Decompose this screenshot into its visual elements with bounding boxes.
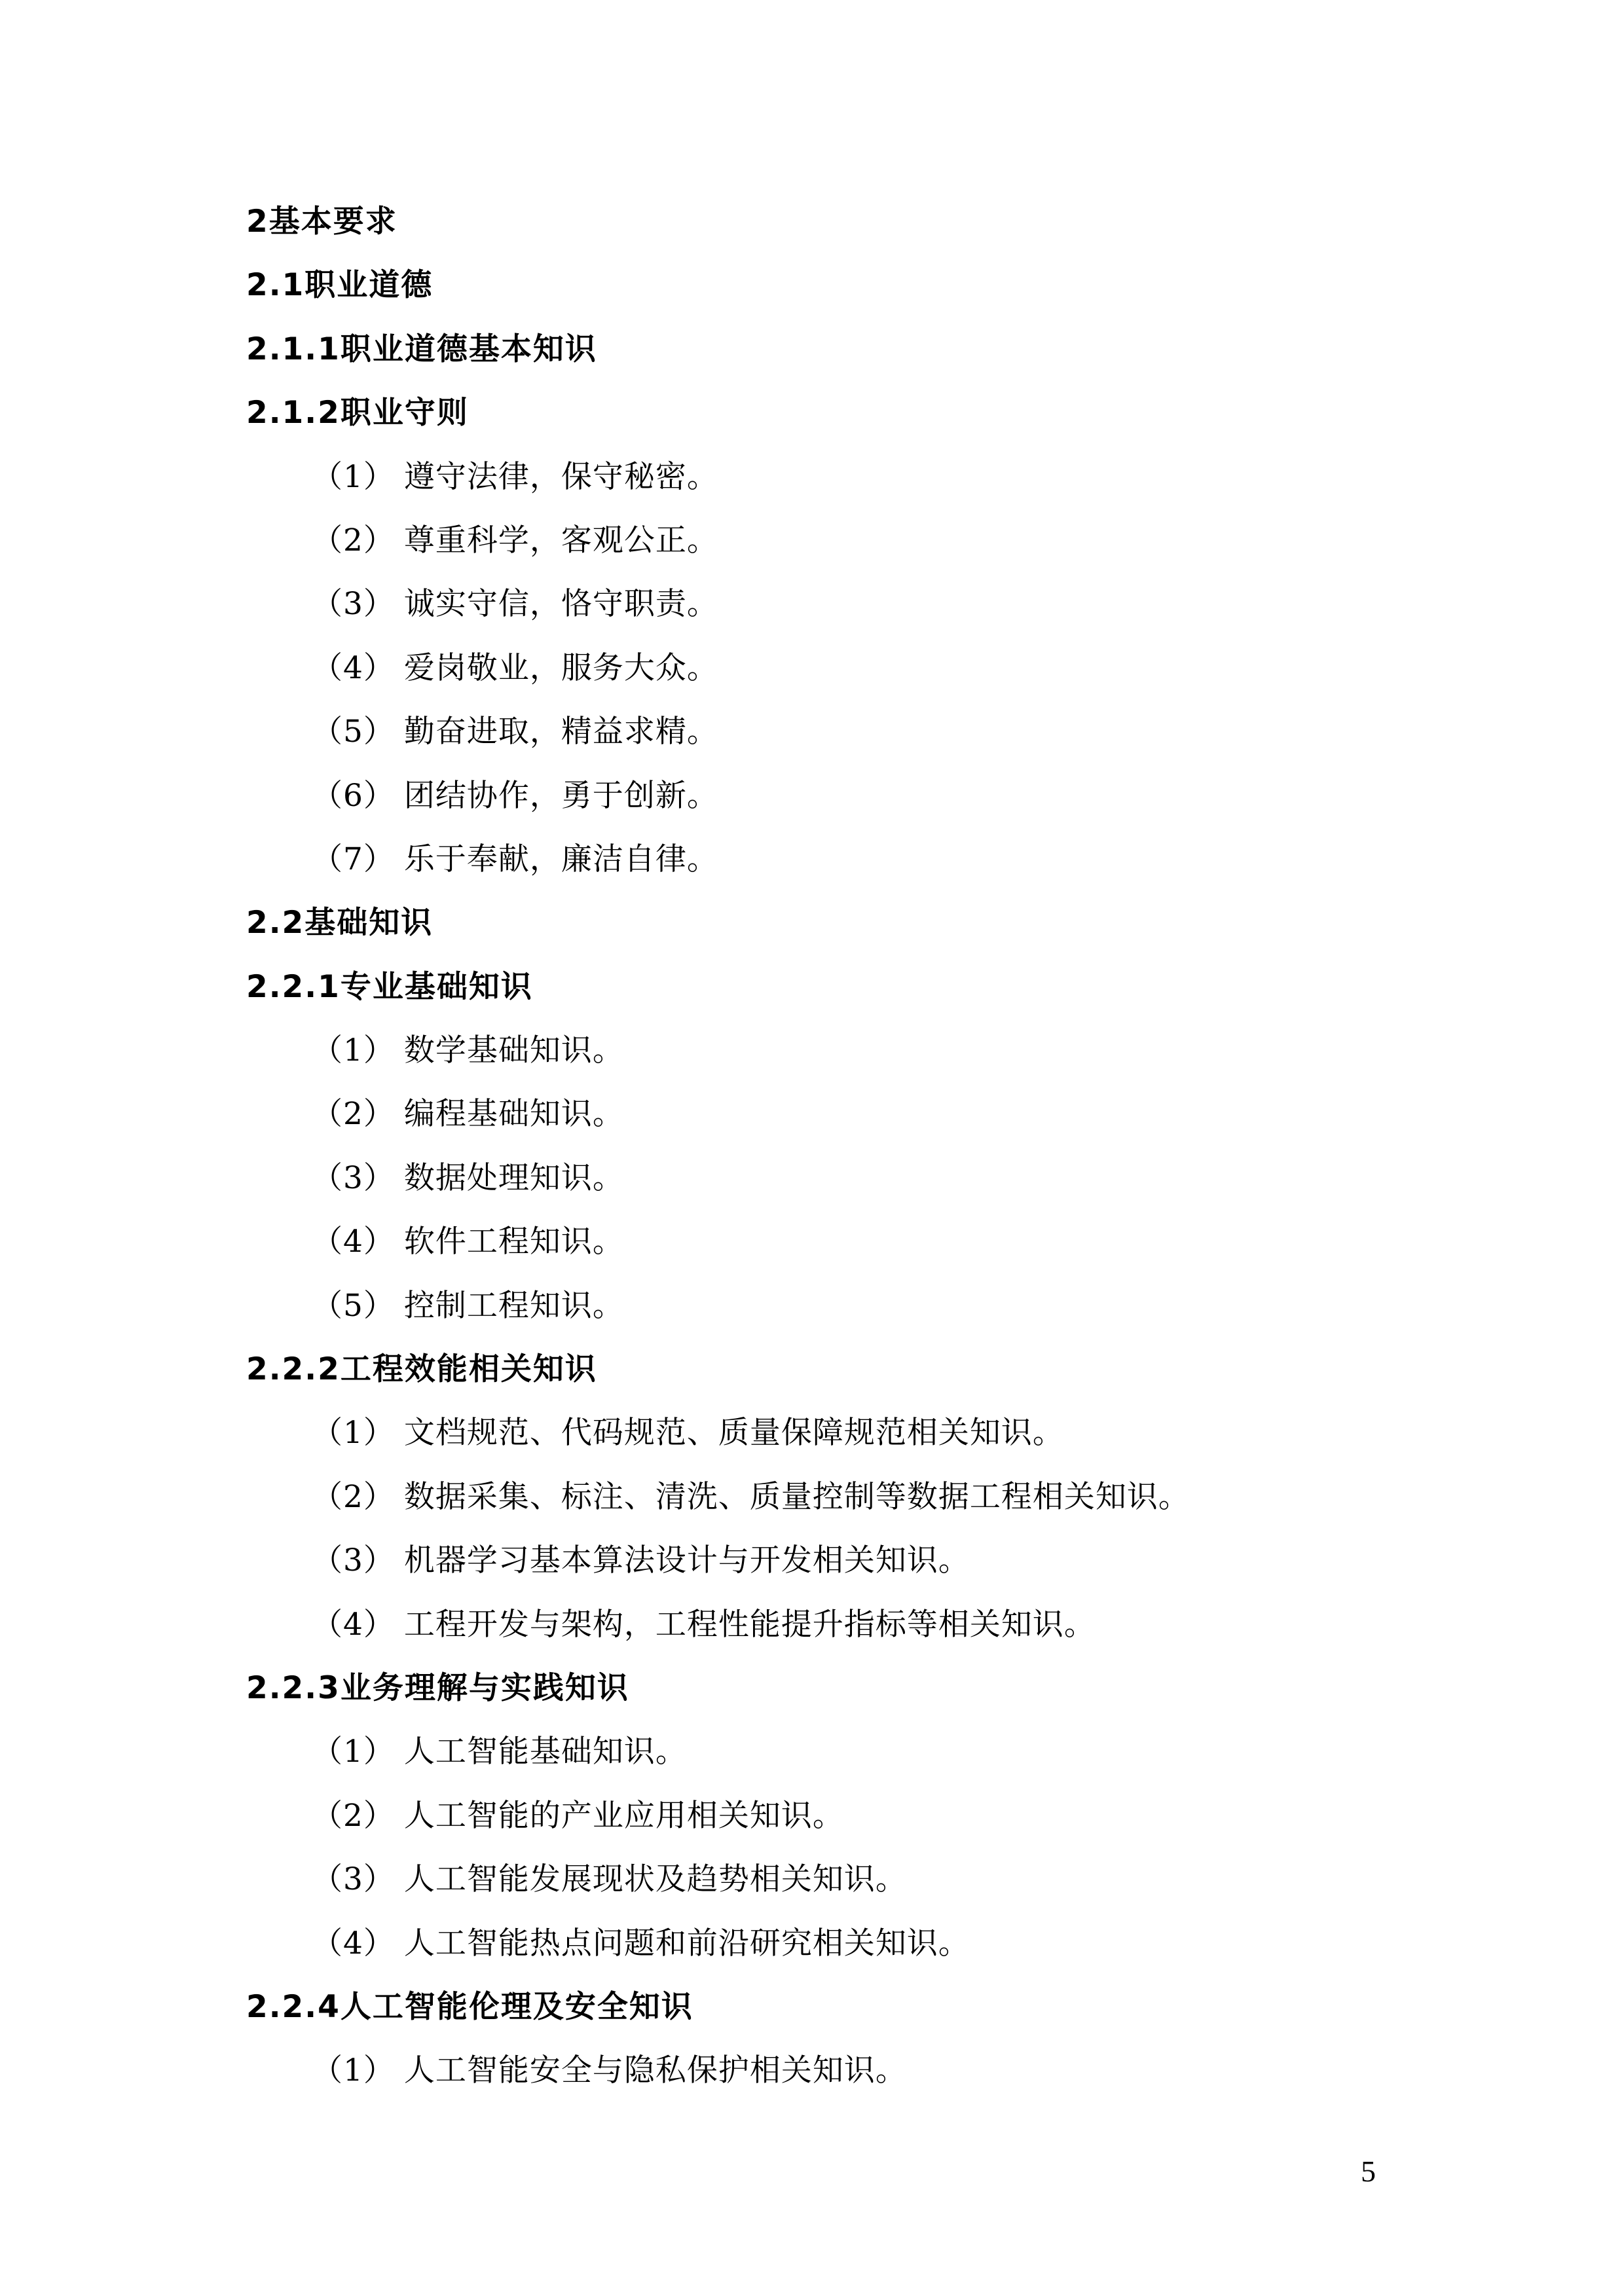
list-item-number: （1） [312, 1415, 395, 1451]
list-item-text: 数据采集、标注、清洗、质量控制等数据工程相关知识。 [403, 1478, 1190, 1515]
list-item-text: 勤奋进取，精益求精。 [403, 714, 718, 750]
section-heading: 2.1职业道德 [246, 267, 434, 304]
list-item [246, 1720, 1386, 1783]
list-item [246, 1912, 1386, 1975]
list-item-number: （5） [312, 714, 395, 750]
list-item-number: （4） [312, 1925, 395, 1961]
list-item [246, 2039, 1386, 2102]
list-item-number: （2） [312, 1797, 395, 1834]
list-item-text: 人工智能安全与隐私保护相关知识。 [403, 2052, 907, 2089]
list-item-text: 文档规范、代码规范、质量保障规范相关知识。 [403, 1415, 1064, 1451]
list-item [246, 445, 1386, 509]
list-item [246, 1210, 1386, 1273]
list-item-number: （4） [312, 1606, 395, 1643]
list-item-number: （1） [312, 1734, 395, 1770]
list-item-text: 软件工程知识。 [403, 1224, 624, 1260]
list-item-number: （1） [312, 1032, 395, 1069]
list-item-text: 爱岗敬业，服务大众。 [403, 649, 718, 686]
document-body [246, 190, 1386, 2103]
list-item-text: 机器学习基本算法设计与开发相关知识。 [403, 1542, 970, 1579]
list-item-number: （1） [312, 2052, 395, 2089]
list-item [246, 700, 1386, 763]
list-item-number: （2） [312, 1478, 395, 1515]
list-item-text: 编程基础知识。 [403, 1096, 624, 1133]
list-item-number: （4） [312, 649, 395, 686]
list-item-number: （7） [312, 841, 395, 877]
list-item-number: （4） [312, 1224, 395, 1260]
list-item [246, 1019, 1386, 1082]
list-item [246, 1784, 1386, 1848]
section-heading: 2.1.2职业守则 [246, 395, 469, 431]
list-item [246, 1401, 1386, 1465]
section-heading: 2.2.3业务理解与实践知识 [246, 1669, 629, 1706]
list-item [246, 764, 1386, 828]
list-item [246, 1593, 1386, 1656]
section-heading: 2.2.4人工智能伦理及安全知识 [246, 1988, 693, 2025]
list-item-number: （3） [312, 1861, 395, 1898]
list-item-text: 数学基础知识。 [403, 1032, 624, 1069]
section-heading: 2.2.1专业基础知识 [246, 968, 533, 1005]
list-item-text: 人工智能的产业应用相关知识。 [403, 1797, 844, 1834]
list-item-text: 数据处理知识。 [403, 1159, 624, 1196]
list-item-number: （3） [312, 1542, 395, 1579]
list-item-text: 团结协作，勇于创新。 [403, 777, 718, 814]
list-item [246, 1529, 1386, 1592]
list-item-text: 控制工程知识。 [403, 1287, 624, 1324]
list-item-number: （3） [312, 586, 395, 623]
section-heading: 2基本要求 [246, 204, 397, 240]
list-item [246, 1274, 1386, 1338]
list-item-number: （2） [312, 1096, 395, 1133]
list-item-text: 尊重科学，客观公正。 [403, 522, 718, 558]
list-item-text: 人工智能热点问题和前沿研究相关知识。 [403, 1925, 970, 1961]
section-heading: 2.1.1职业道德基本知识 [246, 331, 597, 367]
section-heading: 2.2.2工程效能相关知识 [246, 1351, 597, 1388]
list-item-text: 乐于奉献，廉洁自律。 [403, 841, 718, 877]
list-item-text: 遵守法律，保守秘密。 [403, 458, 718, 495]
list-item [246, 509, 1386, 572]
list-item [246, 828, 1386, 891]
list-item-number: （6） [312, 777, 395, 814]
list-item-text: 诚实守信，恪守职责。 [403, 586, 718, 623]
page-number: 5 [1361, 2155, 1376, 2188]
list-item-number: （2） [312, 522, 395, 558]
list-item [246, 1082, 1386, 1146]
list-item-text: 人工智能发展现状及趋势相关知识。 [403, 1861, 907, 1898]
list-item-text: 人工智能基础知识。 [403, 1734, 687, 1770]
list-item [246, 1146, 1386, 1210]
list-item-number: （5） [312, 1287, 395, 1324]
list-item-number: （1） [312, 458, 395, 495]
list-item-number: （3） [312, 1159, 395, 1196]
list-item [246, 1848, 1386, 1911]
section-heading: 2.2基础知识 [246, 905, 434, 941]
list-item [246, 572, 1386, 636]
list-item [246, 636, 1386, 700]
list-item [246, 1465, 1386, 1529]
list-item-text: 工程开发与架构，工程性能提升指标等相关知识。 [403, 1606, 1096, 1643]
